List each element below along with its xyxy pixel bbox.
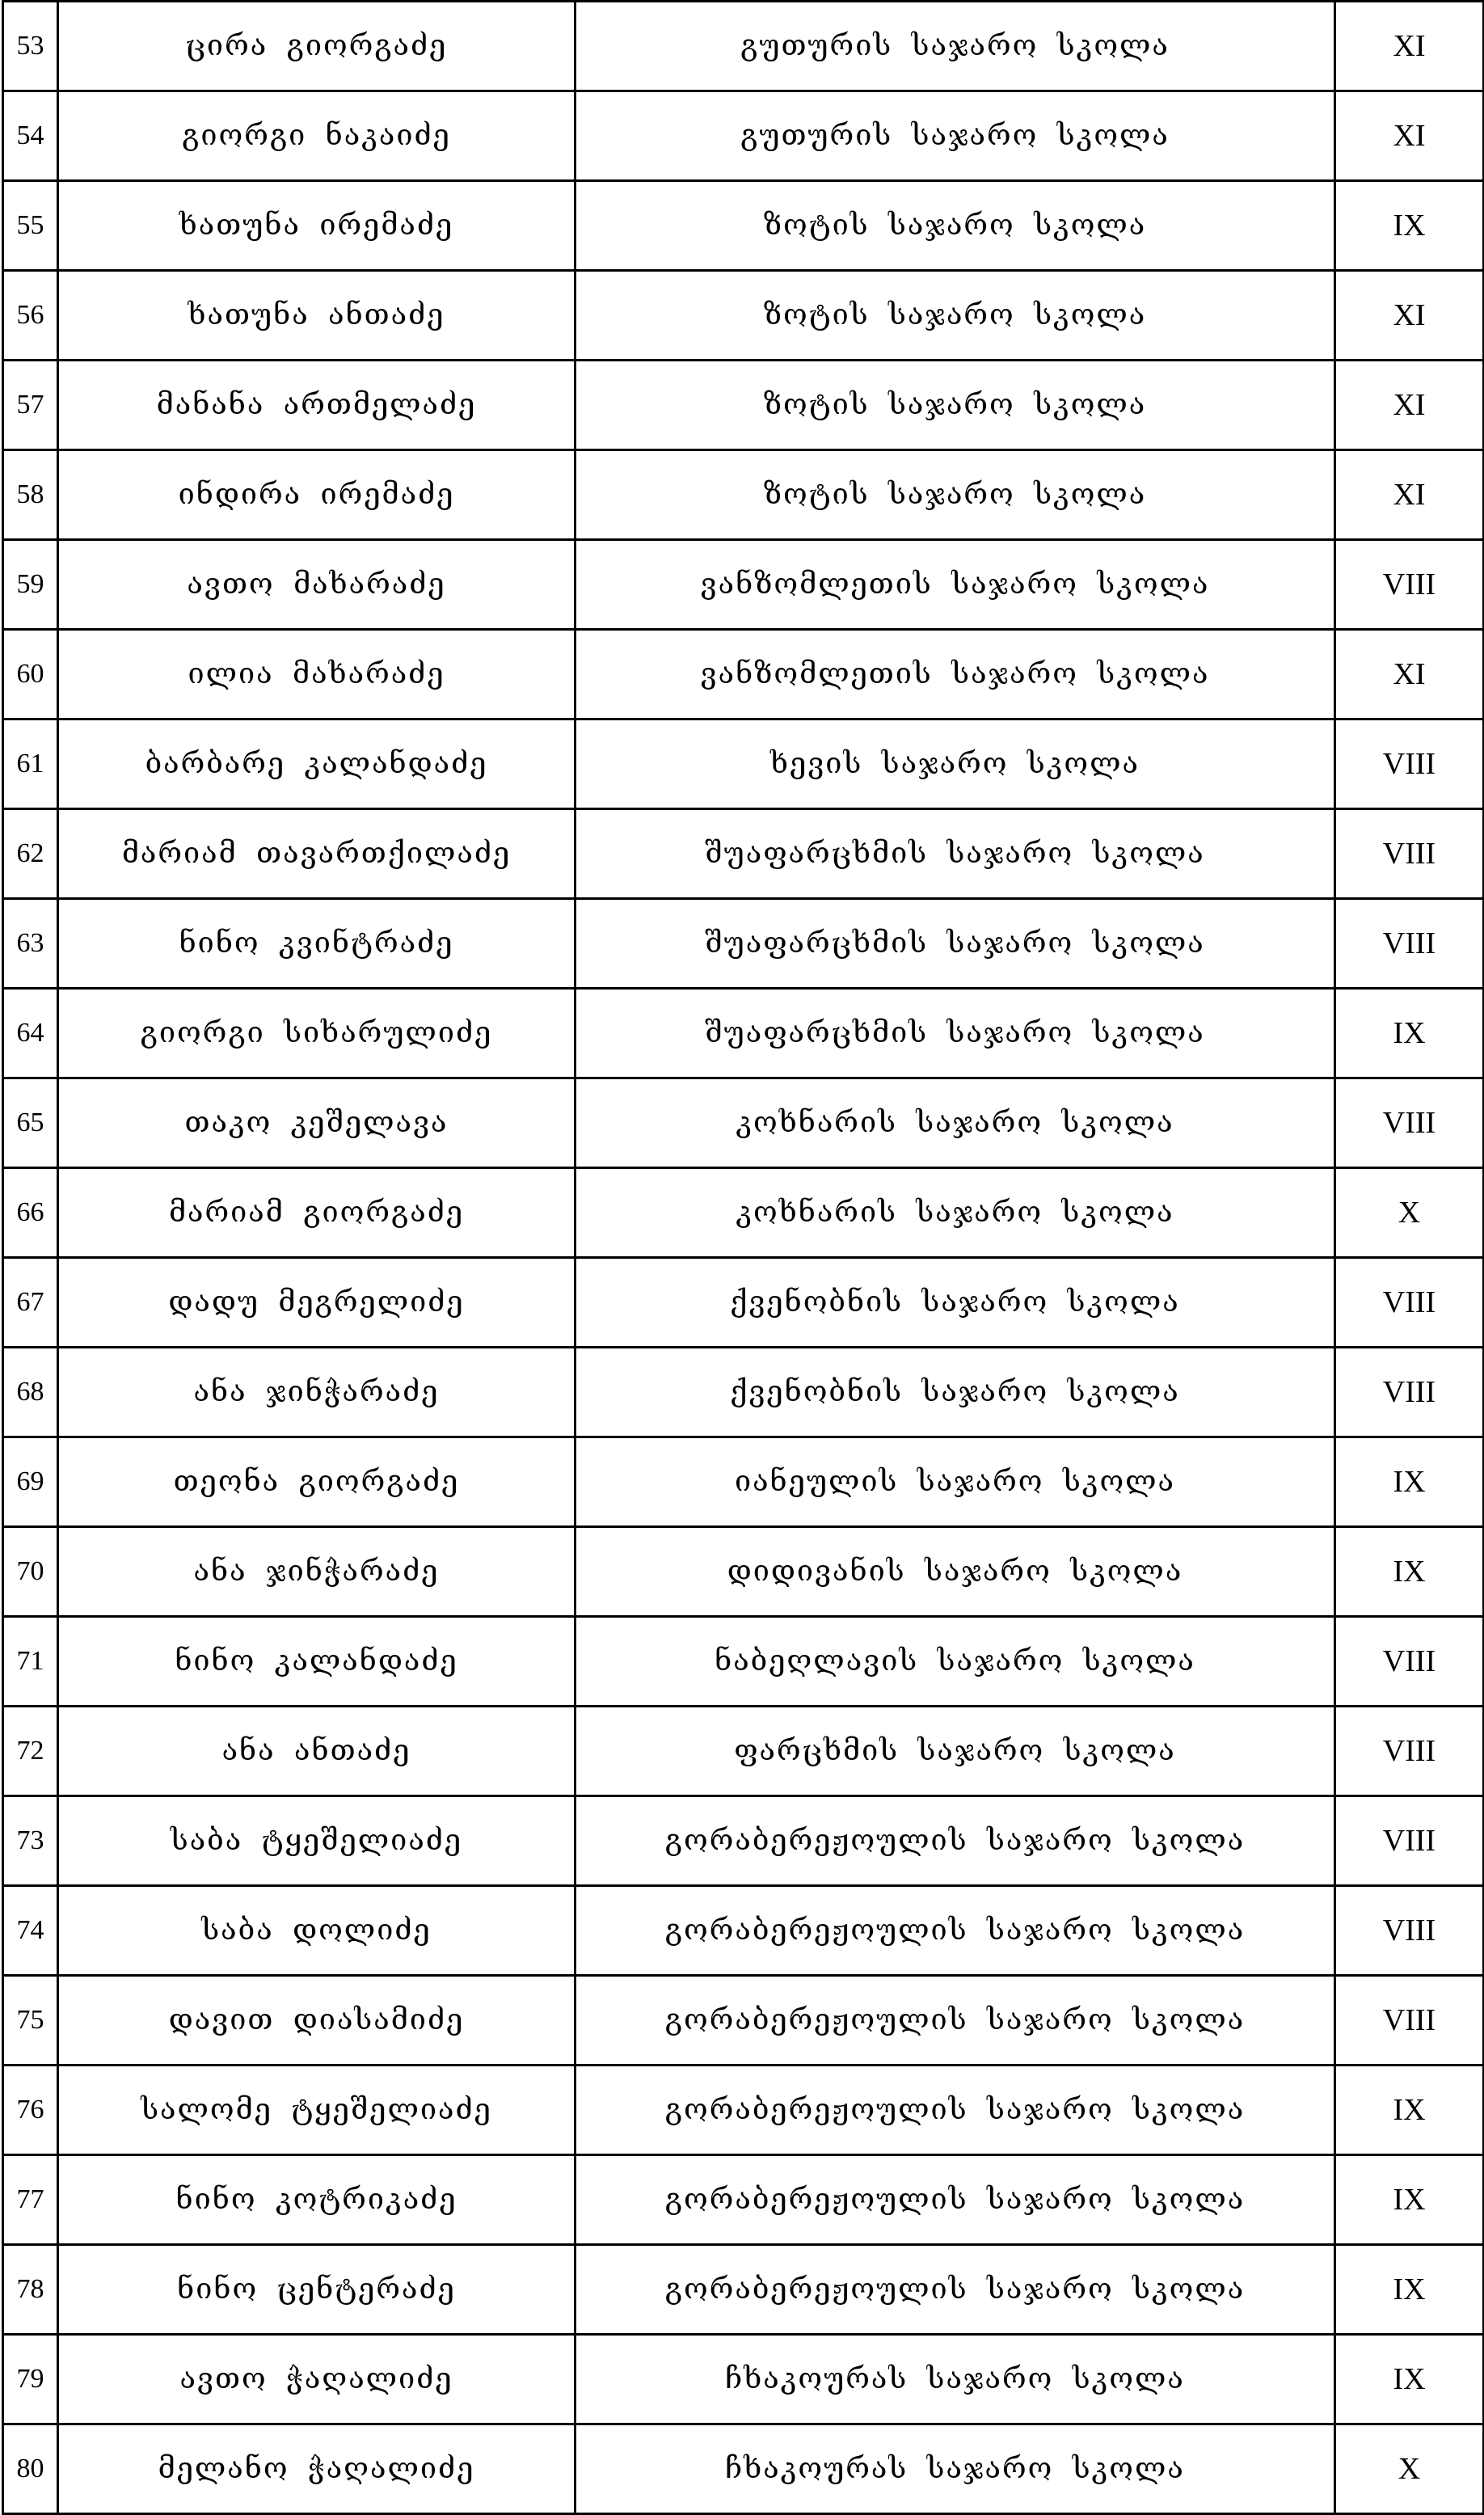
row-number: 68: [3, 1348, 58, 1437]
school-name: კოხნარის საჯარო სკოლა: [575, 1078, 1335, 1168]
row-number: 56: [3, 271, 58, 361]
row-number: 63: [3, 899, 58, 989]
school-name: გორაბერეჟოულის საჯარო სკოლა: [575, 2245, 1335, 2335]
grade-level: IX: [1335, 989, 1484, 1078]
row-number: 74: [3, 1886, 58, 1976]
school-name: გორაბერეჟოულის საჯარო სკოლა: [575, 2066, 1335, 2155]
school-name: ჩხაკოურას საჯარო სკოლა: [575, 2335, 1335, 2424]
student-name: ანა ჯინჭარაძე: [58, 1527, 575, 1617]
student-name: ავთო ჭაღალიძე: [58, 2335, 575, 2424]
student-name: ხათუნა ანთაძე: [58, 271, 575, 361]
table-row: [3, 2066, 1484, 2155]
row-number: 67: [3, 1258, 58, 1348]
row-number: 66: [3, 1168, 58, 1258]
table-row: [3, 2155, 1484, 2245]
grade-level: VIII: [1335, 1258, 1484, 1348]
row-number: 65: [3, 1078, 58, 1168]
table-row: [3, 1168, 1484, 1258]
table-row: [3, 1437, 1484, 1527]
student-name: დავით დიასამიძე: [58, 1976, 575, 2066]
student-name: ხათუნა ირემაძე: [58, 181, 575, 271]
table-row: [3, 450, 1484, 540]
table-row: [3, 1258, 1484, 1348]
student-name: ავთო მახარაძე: [58, 540, 575, 630]
school-name: შუაფარცხმის საჯარო სკოლა: [575, 809, 1335, 899]
student-name: ცირა გიორგაძე: [58, 2, 575, 91]
row-number: 76: [3, 2066, 58, 2155]
grade-level: IX: [1335, 2155, 1484, 2245]
table-row: [3, 1976, 1484, 2066]
grade-level: VIII: [1335, 1707, 1484, 1796]
row-number: 69: [3, 1437, 58, 1527]
school-name: ზოტის საჯარო სკოლა: [575, 361, 1335, 450]
student-name: ბარბარე კალანდაძე: [58, 719, 575, 809]
school-name: დიდივანის საჯარო სკოლა: [575, 1527, 1335, 1617]
table-row: [3, 2424, 1484, 2514]
school-name: ქვენობნის საჯარო სკოლა: [575, 1258, 1335, 1348]
grade-level: VIII: [1335, 1078, 1484, 1168]
grade-level: XI: [1335, 271, 1484, 361]
grade-level: IX: [1335, 1527, 1484, 1617]
grade-level: VIII: [1335, 540, 1484, 630]
student-name: ნინო კალანდაძე: [58, 1617, 575, 1707]
grade-level: IX: [1335, 181, 1484, 271]
table-row: [3, 91, 1484, 181]
school-name: გორაბერეჟოულის საჯარო სკოლა: [575, 1976, 1335, 2066]
school-name: ვანზომლეთის საჯარო სკოლა: [575, 540, 1335, 630]
school-name: ზოტის საჯარო სკოლა: [575, 450, 1335, 540]
student-name: თეონა გიორგაძე: [58, 1437, 575, 1527]
row-number: 71: [3, 1617, 58, 1707]
row-number: 70: [3, 1527, 58, 1617]
student-name: ანა ჯინჭარაძე: [58, 1348, 575, 1437]
grade-level: IX: [1335, 1437, 1484, 1527]
school-name: შუაფარცხმის საჯარო სკოლა: [575, 989, 1335, 1078]
student-name: ნინო კოტრიკაძე: [58, 2155, 575, 2245]
student-name: მელანო ჭაღალიძე: [58, 2424, 575, 2514]
table-row: [3, 1348, 1484, 1437]
table-row: [3, 2245, 1484, 2335]
table-row: [3, 989, 1484, 1078]
student-name: მანანა ართმელაძე: [58, 361, 575, 450]
grade-level: VIII: [1335, 1886, 1484, 1976]
student-name: ნინო ცენტერაძე: [58, 2245, 575, 2335]
row-number: 64: [3, 989, 58, 1078]
table-row: [3, 630, 1484, 719]
student-name: გიორგი ნაკაიძე: [58, 91, 575, 181]
school-name: გორაბერეჟოულის საჯარო სკოლა: [575, 2155, 1335, 2245]
student-name: მარიამ თავართქილაძე: [58, 809, 575, 899]
grade-level: VIII: [1335, 809, 1484, 899]
school-name: გუთურის საჯარო სკოლა: [575, 2, 1335, 91]
row-number: 78: [3, 2245, 58, 2335]
grade-level: XI: [1335, 2, 1484, 91]
student-name: ილია მახარაძე: [58, 630, 575, 719]
school-name: ზოტის საჯარო სკოლა: [575, 271, 1335, 361]
table-row: [3, 2, 1484, 91]
student-name: სალომე ტყეშელიაძე: [58, 2066, 575, 2155]
school-name: ნაბეღლავის საჯარო სკოლა: [575, 1617, 1335, 1707]
student-name: თაკო კეშელავა: [58, 1078, 575, 1168]
grade-level: IX: [1335, 2245, 1484, 2335]
school-name: ფარცხმის საჯარო სკოლა: [575, 1707, 1335, 1796]
student-name: გიორგი სიხარულიძე: [58, 989, 575, 1078]
school-name: შუაფარცხმის საჯარო სკოლა: [575, 899, 1335, 989]
table-row: [3, 719, 1484, 809]
table-row: [3, 1886, 1484, 1976]
participants-table: [2, 0, 1484, 2515]
row-number: 60: [3, 630, 58, 719]
school-name: იანეულის საჯარო სკოლა: [575, 1437, 1335, 1527]
row-number: 54: [3, 91, 58, 181]
table-row: [3, 809, 1484, 899]
table-row: [3, 1078, 1484, 1168]
grade-level: XI: [1335, 91, 1484, 181]
row-number: 55: [3, 181, 58, 271]
table-row: [3, 1796, 1484, 1886]
school-name: ხევის საჯარო სკოლა: [575, 719, 1335, 809]
grade-level: VIII: [1335, 1348, 1484, 1437]
row-number: 59: [3, 540, 58, 630]
table-row: [3, 271, 1484, 361]
student-name: ინდირა ირემაძე: [58, 450, 575, 540]
student-name: დადუ მეგრელიძე: [58, 1258, 575, 1348]
student-name: საბა ტყეშელიაძე: [58, 1796, 575, 1886]
grade-level: XI: [1335, 630, 1484, 719]
table-row: [3, 1527, 1484, 1617]
student-name: ანა ანთაძე: [58, 1707, 575, 1796]
row-number: 62: [3, 809, 58, 899]
grade-level: X: [1335, 1168, 1484, 1258]
student-name: ნინო კვინტრაძე: [58, 899, 575, 989]
row-number: 73: [3, 1796, 58, 1886]
row-number: 80: [3, 2424, 58, 2514]
grade-level: VIII: [1335, 1617, 1484, 1707]
grade-level: XI: [1335, 361, 1484, 450]
grade-level: VIII: [1335, 1796, 1484, 1886]
student-name: მარიამ გიორგაძე: [58, 1168, 575, 1258]
school-name: ჩხაკოურას საჯარო სკოლა: [575, 2424, 1335, 2514]
school-name: კოხნარის საჯარო სკოლა: [575, 1168, 1335, 1258]
table-row: [3, 899, 1484, 989]
grade-level: IX: [1335, 2066, 1484, 2155]
grade-level: IX: [1335, 2335, 1484, 2424]
row-number: 79: [3, 2335, 58, 2424]
table-row: [3, 1617, 1484, 1707]
table-row: [3, 181, 1484, 271]
row-number: 57: [3, 361, 58, 450]
participants-table-body: [3, 2, 1484, 2514]
row-number: 53: [3, 2, 58, 91]
row-number: 77: [3, 2155, 58, 2245]
table-row: [3, 540, 1484, 630]
school-name: ზოტის საჯარო სკოლა: [575, 181, 1335, 271]
row-number: 61: [3, 719, 58, 809]
table-row: [3, 1707, 1484, 1796]
grade-level: VIII: [1335, 719, 1484, 809]
school-name: ვანზომლეთის საჯარო სკოლა: [575, 630, 1335, 719]
row-number: 58: [3, 450, 58, 540]
row-number: 72: [3, 1707, 58, 1796]
grade-level: X: [1335, 2424, 1484, 2514]
grade-level: XI: [1335, 450, 1484, 540]
school-name: ქვენობნის საჯარო სკოლა: [575, 1348, 1335, 1437]
row-number: 75: [3, 1976, 58, 2066]
table-row: [3, 361, 1484, 450]
school-name: გუთურის საჯარო სკოლა: [575, 91, 1335, 181]
student-name: საბა დოლიძე: [58, 1886, 575, 1976]
grade-level: VIII: [1335, 1976, 1484, 2066]
table-row: [3, 2335, 1484, 2424]
grade-level: VIII: [1335, 899, 1484, 989]
school-name: გორაბერეჟოულის საჯარო სკოლა: [575, 1796, 1335, 1886]
school-name: გორაბერეჟოულის საჯარო სკოლა: [575, 1886, 1335, 1976]
